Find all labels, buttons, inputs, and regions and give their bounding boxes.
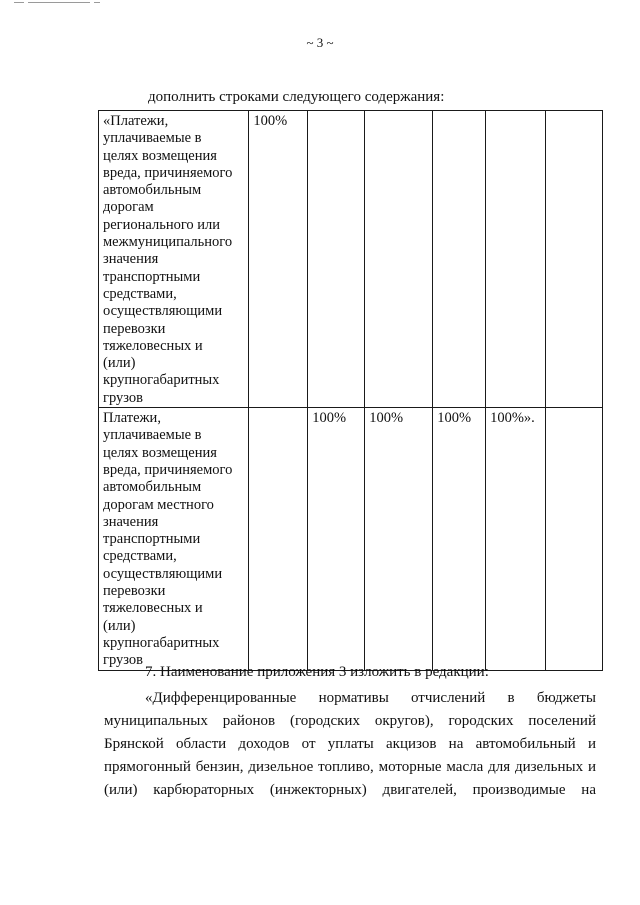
norm-value-cell: 100%	[365, 408, 433, 670]
norm-value-cell	[433, 111, 486, 408]
norm-value-cell: 100%».	[486, 408, 546, 670]
body-paragraph-line: прямогонный бензин, дизельное топливо, моторные масла для дизельных и	[104, 759, 596, 775]
body-paragraph-line: «Дифференцированные нормативы отчислений в бюджеты	[145, 690, 596, 706]
norm-value-cell	[546, 111, 603, 408]
payment-description-cell: «Платежи, уплачиваемые в целях возмещения вреда, причиняемого автомобильным дорогам регионального или межмуниципального значения транспортными средствами, осуществляющими перевозки тяжеловесных и (или) крупногабаритных грузов	[99, 111, 249, 408]
body-paragraph-line: муниципальных районов (городских округов), городских поселений	[104, 713, 596, 729]
norm-value-cell: 100%	[308, 408, 365, 670]
payment-description-cell: Платежи, уплачиваемые в целях возмещения вреда, причиняемого автомобильным дорогам местного значения транспортными средствами, осуществляющими перевозки тяжеловесных и (или) крупногабаритных грузов	[99, 408, 249, 670]
table-row	[99, 408, 603, 670]
norm-value-cell: 100%	[249, 111, 308, 408]
table-row	[99, 111, 603, 408]
page-number: ~ 3 ~	[306, 35, 334, 50]
norm-value-cell: 100%	[433, 408, 486, 670]
corner-scan-mark	[14, 2, 100, 5]
norm-value-cell	[249, 408, 308, 670]
norm-value-cell	[308, 111, 365, 408]
body-paragraph-line: Брянской области доходов от уплаты акцизов на автомобильный и	[104, 736, 596, 752]
intro-text: дополнить строками следующего содержания:	[148, 89, 445, 105]
norm-value-cell	[486, 111, 546, 408]
norm-value-cell	[546, 408, 603, 670]
payments-table	[98, 110, 603, 671]
norm-value-cell	[365, 111, 433, 408]
body-paragraph-line: (или) карбюраторных (инжекторных) двигателей, производимые на	[104, 782, 596, 798]
item-7-heading: 7. Наименование приложения 3 изложить в редакции:	[145, 664, 489, 680]
